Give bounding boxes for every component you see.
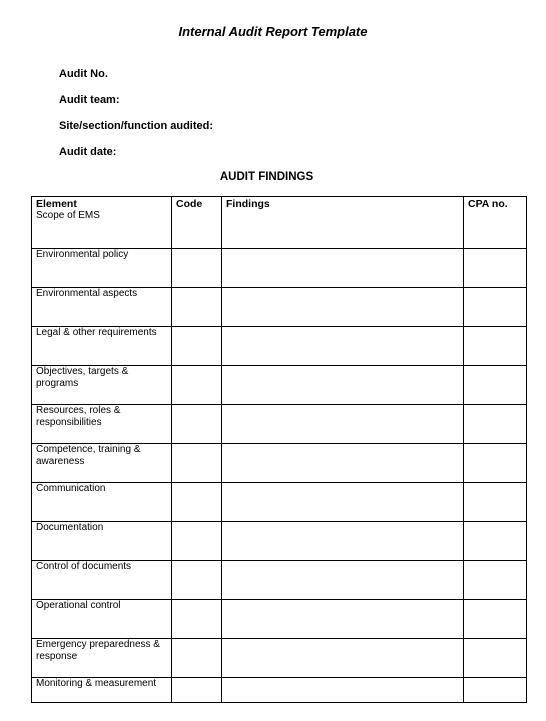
cpa-no-cell[interactable] xyxy=(464,249,527,288)
element-cell: Objectives, targets & programs xyxy=(32,366,172,405)
cpa-no-cell[interactable] xyxy=(464,327,527,366)
table-row xyxy=(32,639,527,678)
element-cell: Scope of EMS xyxy=(32,210,172,249)
column-header-cpa-no: CPA no. xyxy=(464,197,527,211)
findings-cell[interactable] xyxy=(222,639,464,678)
table-row xyxy=(32,405,527,444)
column-header-code: Code xyxy=(172,197,222,211)
findings-cell[interactable] xyxy=(222,366,464,405)
audit-findings-heading: AUDIT FINDINGS xyxy=(219,171,314,183)
code-cell[interactable] xyxy=(172,405,222,444)
element-cell: Operational control xyxy=(32,600,172,639)
cpa-no-cell[interactable] xyxy=(464,483,527,522)
field-site-audited: Site/section/function audited: xyxy=(59,120,214,132)
cpa-no-cell[interactable] xyxy=(464,600,527,639)
code-cell[interactable] xyxy=(172,600,222,639)
table-header-row xyxy=(32,197,527,211)
table-row xyxy=(32,249,527,288)
element-cell: Control of documents xyxy=(32,561,172,600)
code-cell[interactable] xyxy=(172,288,222,327)
table-row xyxy=(32,678,527,703)
table-row xyxy=(32,366,527,405)
cpa-no-cell[interactable] xyxy=(464,366,527,405)
code-cell[interactable] xyxy=(172,327,222,366)
element-cell: Environmental policy xyxy=(32,249,172,288)
element-cell: Emergency preparedness & response xyxy=(32,639,172,678)
column-header-findings: Findings xyxy=(222,197,464,211)
table-row xyxy=(32,288,527,327)
code-cell[interactable] xyxy=(172,483,222,522)
findings-cell[interactable] xyxy=(222,522,464,561)
findings-cell[interactable] xyxy=(222,483,464,522)
cpa-no-cell[interactable] xyxy=(464,561,527,600)
cpa-no-cell[interactable] xyxy=(464,288,527,327)
code-cell[interactable] xyxy=(172,210,222,249)
findings-cell[interactable] xyxy=(222,327,464,366)
element-cell: Resources, roles & responsibilities xyxy=(32,405,172,444)
findings-cell[interactable] xyxy=(222,249,464,288)
element-cell: Legal & other requirements xyxy=(32,327,172,366)
table-row xyxy=(32,444,527,483)
findings-cell[interactable] xyxy=(222,600,464,639)
column-header-element: Element xyxy=(32,197,172,211)
field-audit-team: Audit team: xyxy=(59,94,120,106)
findings-table-body xyxy=(32,210,527,703)
table-row xyxy=(32,522,527,561)
cpa-no-cell[interactable] xyxy=(464,405,527,444)
table-row xyxy=(32,210,527,249)
table-row xyxy=(32,600,527,639)
cpa-no-cell[interactable] xyxy=(464,444,527,483)
document-title: Internal Audit Report Template xyxy=(178,24,368,39)
cpa-no-cell[interactable] xyxy=(464,210,527,249)
cpa-no-cell[interactable] xyxy=(464,678,527,703)
element-cell: Communication xyxy=(32,483,172,522)
findings-cell[interactable] xyxy=(222,561,464,600)
code-cell[interactable] xyxy=(172,678,222,703)
table-row xyxy=(32,327,527,366)
cpa-no-cell[interactable] xyxy=(464,522,527,561)
element-cell: Environmental aspects xyxy=(32,288,172,327)
field-audit-date: Audit date: xyxy=(59,146,117,158)
field-audit-no: Audit No. xyxy=(59,68,108,80)
findings-cell[interactable] xyxy=(222,444,464,483)
audit-findings-table xyxy=(31,196,527,703)
cpa-no-cell[interactable] xyxy=(464,639,527,678)
code-cell[interactable] xyxy=(172,522,222,561)
code-cell[interactable] xyxy=(172,249,222,288)
table-row xyxy=(32,483,527,522)
table-row xyxy=(32,561,527,600)
code-cell[interactable] xyxy=(172,561,222,600)
element-cell: Documentation xyxy=(32,522,172,561)
code-cell[interactable] xyxy=(172,366,222,405)
findings-cell[interactable] xyxy=(222,210,464,249)
element-cell: Monitoring & measurement xyxy=(32,678,172,703)
code-cell[interactable] xyxy=(172,639,222,678)
findings-cell[interactable] xyxy=(222,405,464,444)
findings-cell[interactable] xyxy=(222,678,464,703)
findings-cell[interactable] xyxy=(222,288,464,327)
element-cell: Competence, training & awareness xyxy=(32,444,172,483)
code-cell[interactable] xyxy=(172,444,222,483)
